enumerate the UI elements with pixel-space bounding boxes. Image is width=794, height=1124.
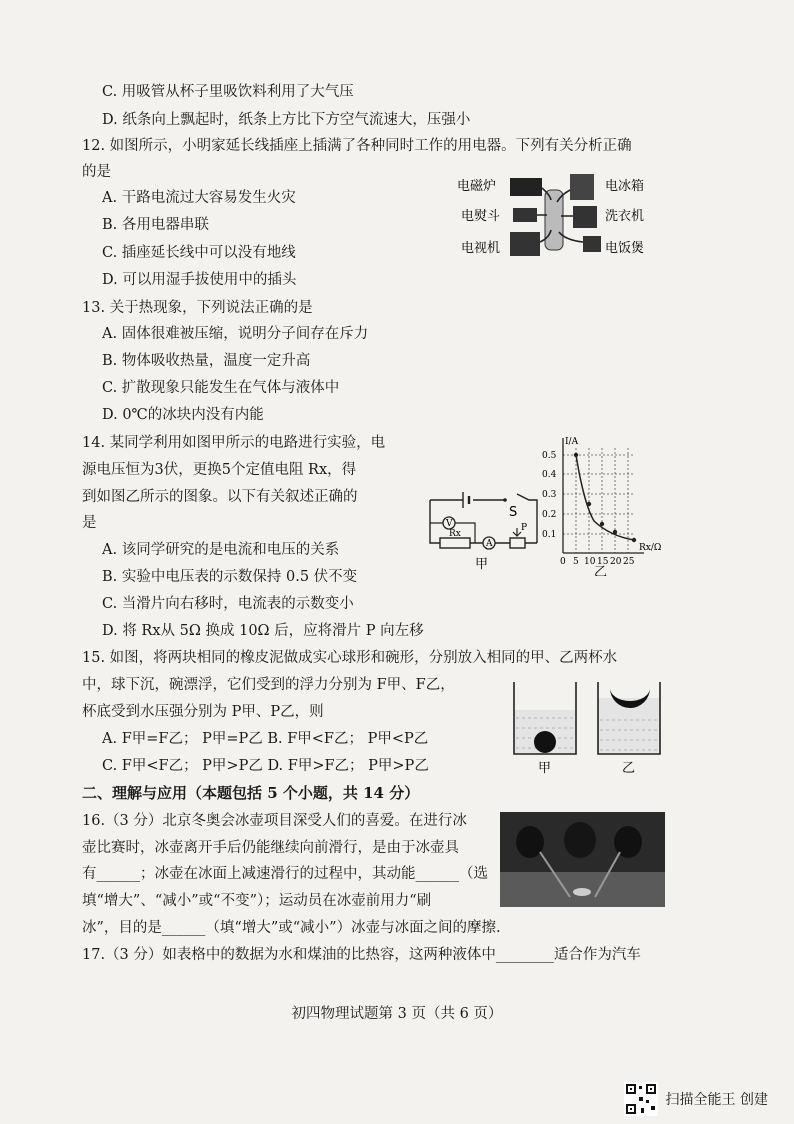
text-line-l24: 杯底受到水压强分别为 P甲、P乙，则	[82, 704, 324, 720]
slider-label: P	[521, 523, 528, 533]
text-line-l21: D. 将 Rx从 5Ω 换成 10Ω 后，应将滑片 P 向左移	[102, 623, 424, 639]
text-line-l26: C. F甲<F乙； P甲>P乙 D. F甲>F乙； P甲>P乙	[102, 758, 429, 774]
text-line-l22: 15. 如图，将两块相同的橡皮泥做成实心球形和碗形，分别放入相同的甲、乙两杯水	[82, 650, 618, 666]
svg-text:0.4: 0.4	[542, 470, 557, 480]
y-ticks	[542, 451, 557, 540]
rx-label: Rx	[449, 529, 461, 539]
text-line-l30: 有______；冰壶在冰面上减速滑行的过程中，其动能______（选	[82, 866, 488, 882]
washing-machine-icon	[573, 206, 597, 228]
text-line-l27: 二、理解与应用（本题包括 5 个小题，共 14 分）	[82, 784, 420, 802]
rice-cooker-label: 电饭煲	[605, 241, 645, 256]
text-line-l28: 16.（3 分）北京冬奥会冰壶项目深受人们的喜爱。在进行冰	[82, 813, 467, 829]
current-resistance-graph	[534, 436, 674, 576]
switch-label: S	[509, 505, 518, 520]
watermark-text: 扫描全能王 创建	[665, 1092, 768, 1108]
curve	[576, 455, 634, 540]
svg-text:0.5: 0.5	[542, 451, 557, 461]
graph-ylabel: I/A	[565, 437, 579, 447]
text-line-l5: A. 干路电流过大容易发生火灾	[102, 190, 296, 206]
fridge-icon	[570, 174, 594, 200]
text-line-l31: 填“增大”、“减小”或“不变”）；运动员在冰壶前用力“刷	[82, 893, 432, 909]
scanner-watermark	[624, 1082, 768, 1116]
svg-text:0.2: 0.2	[542, 510, 557, 520]
svg-text:25: 25	[623, 557, 635, 567]
text-line-l25: A. F甲=F乙； P甲=P乙 B. F甲<F乙； P甲<P乙	[102, 731, 429, 747]
resistor-rx	[440, 538, 470, 548]
text-line-l4: 的是	[82, 164, 111, 180]
cups-figure	[508, 680, 678, 775]
iron-icon	[513, 208, 537, 222]
text-line-l11: B. 物体吸收热量，温度一定升高	[102, 353, 311, 369]
circuit-caption: 甲	[475, 557, 489, 572]
text-line-l8: D. 可以用湿手拔使用中的插头	[102, 272, 297, 288]
text-line-l3: 12. 如图所示，小明家延长线插座上插满了各种同时工作的用电器。下列有关分析正确	[82, 138, 632, 154]
svg-text:V: V	[446, 519, 453, 529]
svg-text:15: 15	[597, 557, 609, 567]
page-footer: 初四物理试题第 3 页（共 6 页）	[291, 1006, 503, 1022]
washing-machine-label: 洗衣机	[605, 209, 645, 224]
svg-text:5: 5	[573, 557, 579, 567]
text-line-l16: 到如图乙所示的图象。以下有关叙述正确的	[82, 489, 358, 505]
graph-caption: 乙	[594, 565, 608, 576]
rice-cooker-icon	[583, 236, 601, 252]
tv-label: 电视机	[461, 241, 501, 256]
circuit-diagram	[425, 488, 545, 573]
text-line-l33: 17.（3 分）如表格中的数据为水和煤油的比热容，这两种液体中________适合作为汽车	[82, 947, 641, 963]
text-line-l2: D. 纸条向上飘起时，纸条上方比下方空气流速大，压强小	[102, 112, 471, 128]
text-line-l18: A. 该同学研究的是电流和电压的关系	[102, 542, 340, 558]
cup-left-label: 甲	[538, 761, 552, 775]
text-line-l7: C. 插座延长线中可以没有地线	[102, 245, 296, 261]
text-line-l15: 源电压恒为3伏，更换5个定值电阻 Rx，得	[82, 462, 357, 478]
text-line-l12: C. 扩散现象只能发生在气体与液体中	[102, 380, 340, 396]
iron-label: 电熨斗	[461, 209, 501, 224]
svg-text:0: 0	[560, 557, 566, 567]
cup-right-label: 乙	[622, 761, 636, 775]
text-line-l13: D. 0℃的冰块内没有内能	[102, 407, 264, 423]
svg-text:0.3: 0.3	[542, 490, 557, 500]
qr-code-icon	[624, 1082, 658, 1116]
text-line-l9: 13. 关于热现象，下列说法正确的是	[82, 300, 313, 316]
tv-icon	[510, 232, 540, 256]
induction-cooker-icon	[510, 178, 542, 196]
text-line-l17: 是	[82, 515, 97, 531]
text-line-l19: B. 实验中电压表的示数保持 0.5 伏不变	[102, 569, 358, 585]
graph-xlabel: Rx/Ω	[639, 543, 662, 553]
text-line-l29: 壶比赛时，冰壶离开手后仍能继续向前滑行，是由于冰壶具	[82, 840, 459, 856]
svg-text:0.1: 0.1	[542, 530, 557, 540]
text-line-l20: C. 当滑片向右移时，电流表的示数变小	[102, 596, 354, 612]
svg-text:20: 20	[610, 557, 622, 567]
text-line-l10: A. 固体很难被压缩，说明分子间存在斥力	[102, 326, 369, 342]
text-line-l23: 中，球下沉，碗漂浮，它们受到的浮力分别为 F甲、F乙，	[82, 677, 455, 693]
induction-cooker-label: 电磁炉	[457, 179, 497, 194]
curling-photo	[500, 812, 665, 907]
text-line-l6: B. 各用电器串联	[102, 217, 209, 233]
power-strip-icon	[545, 190, 563, 250]
svg-text:10: 10	[584, 557, 596, 567]
text-line-l1: C. 用吸管从杯子里吸饮料利用了大气压	[102, 84, 354, 100]
text-line-l32: 冰”，目的是______（填“增大”或“减小”）冰壶与冰面之间的摩擦.	[82, 920, 501, 936]
fridge-label: 电冰箱	[605, 179, 645, 194]
appliance-figure	[455, 170, 655, 265]
svg-text:A: A	[486, 539, 493, 549]
clay-ball	[534, 731, 556, 753]
rheostat	[510, 538, 525, 548]
text-line-l14: 14. 某同学利用如图甲所示的电路进行实验，电	[82, 435, 386, 451]
